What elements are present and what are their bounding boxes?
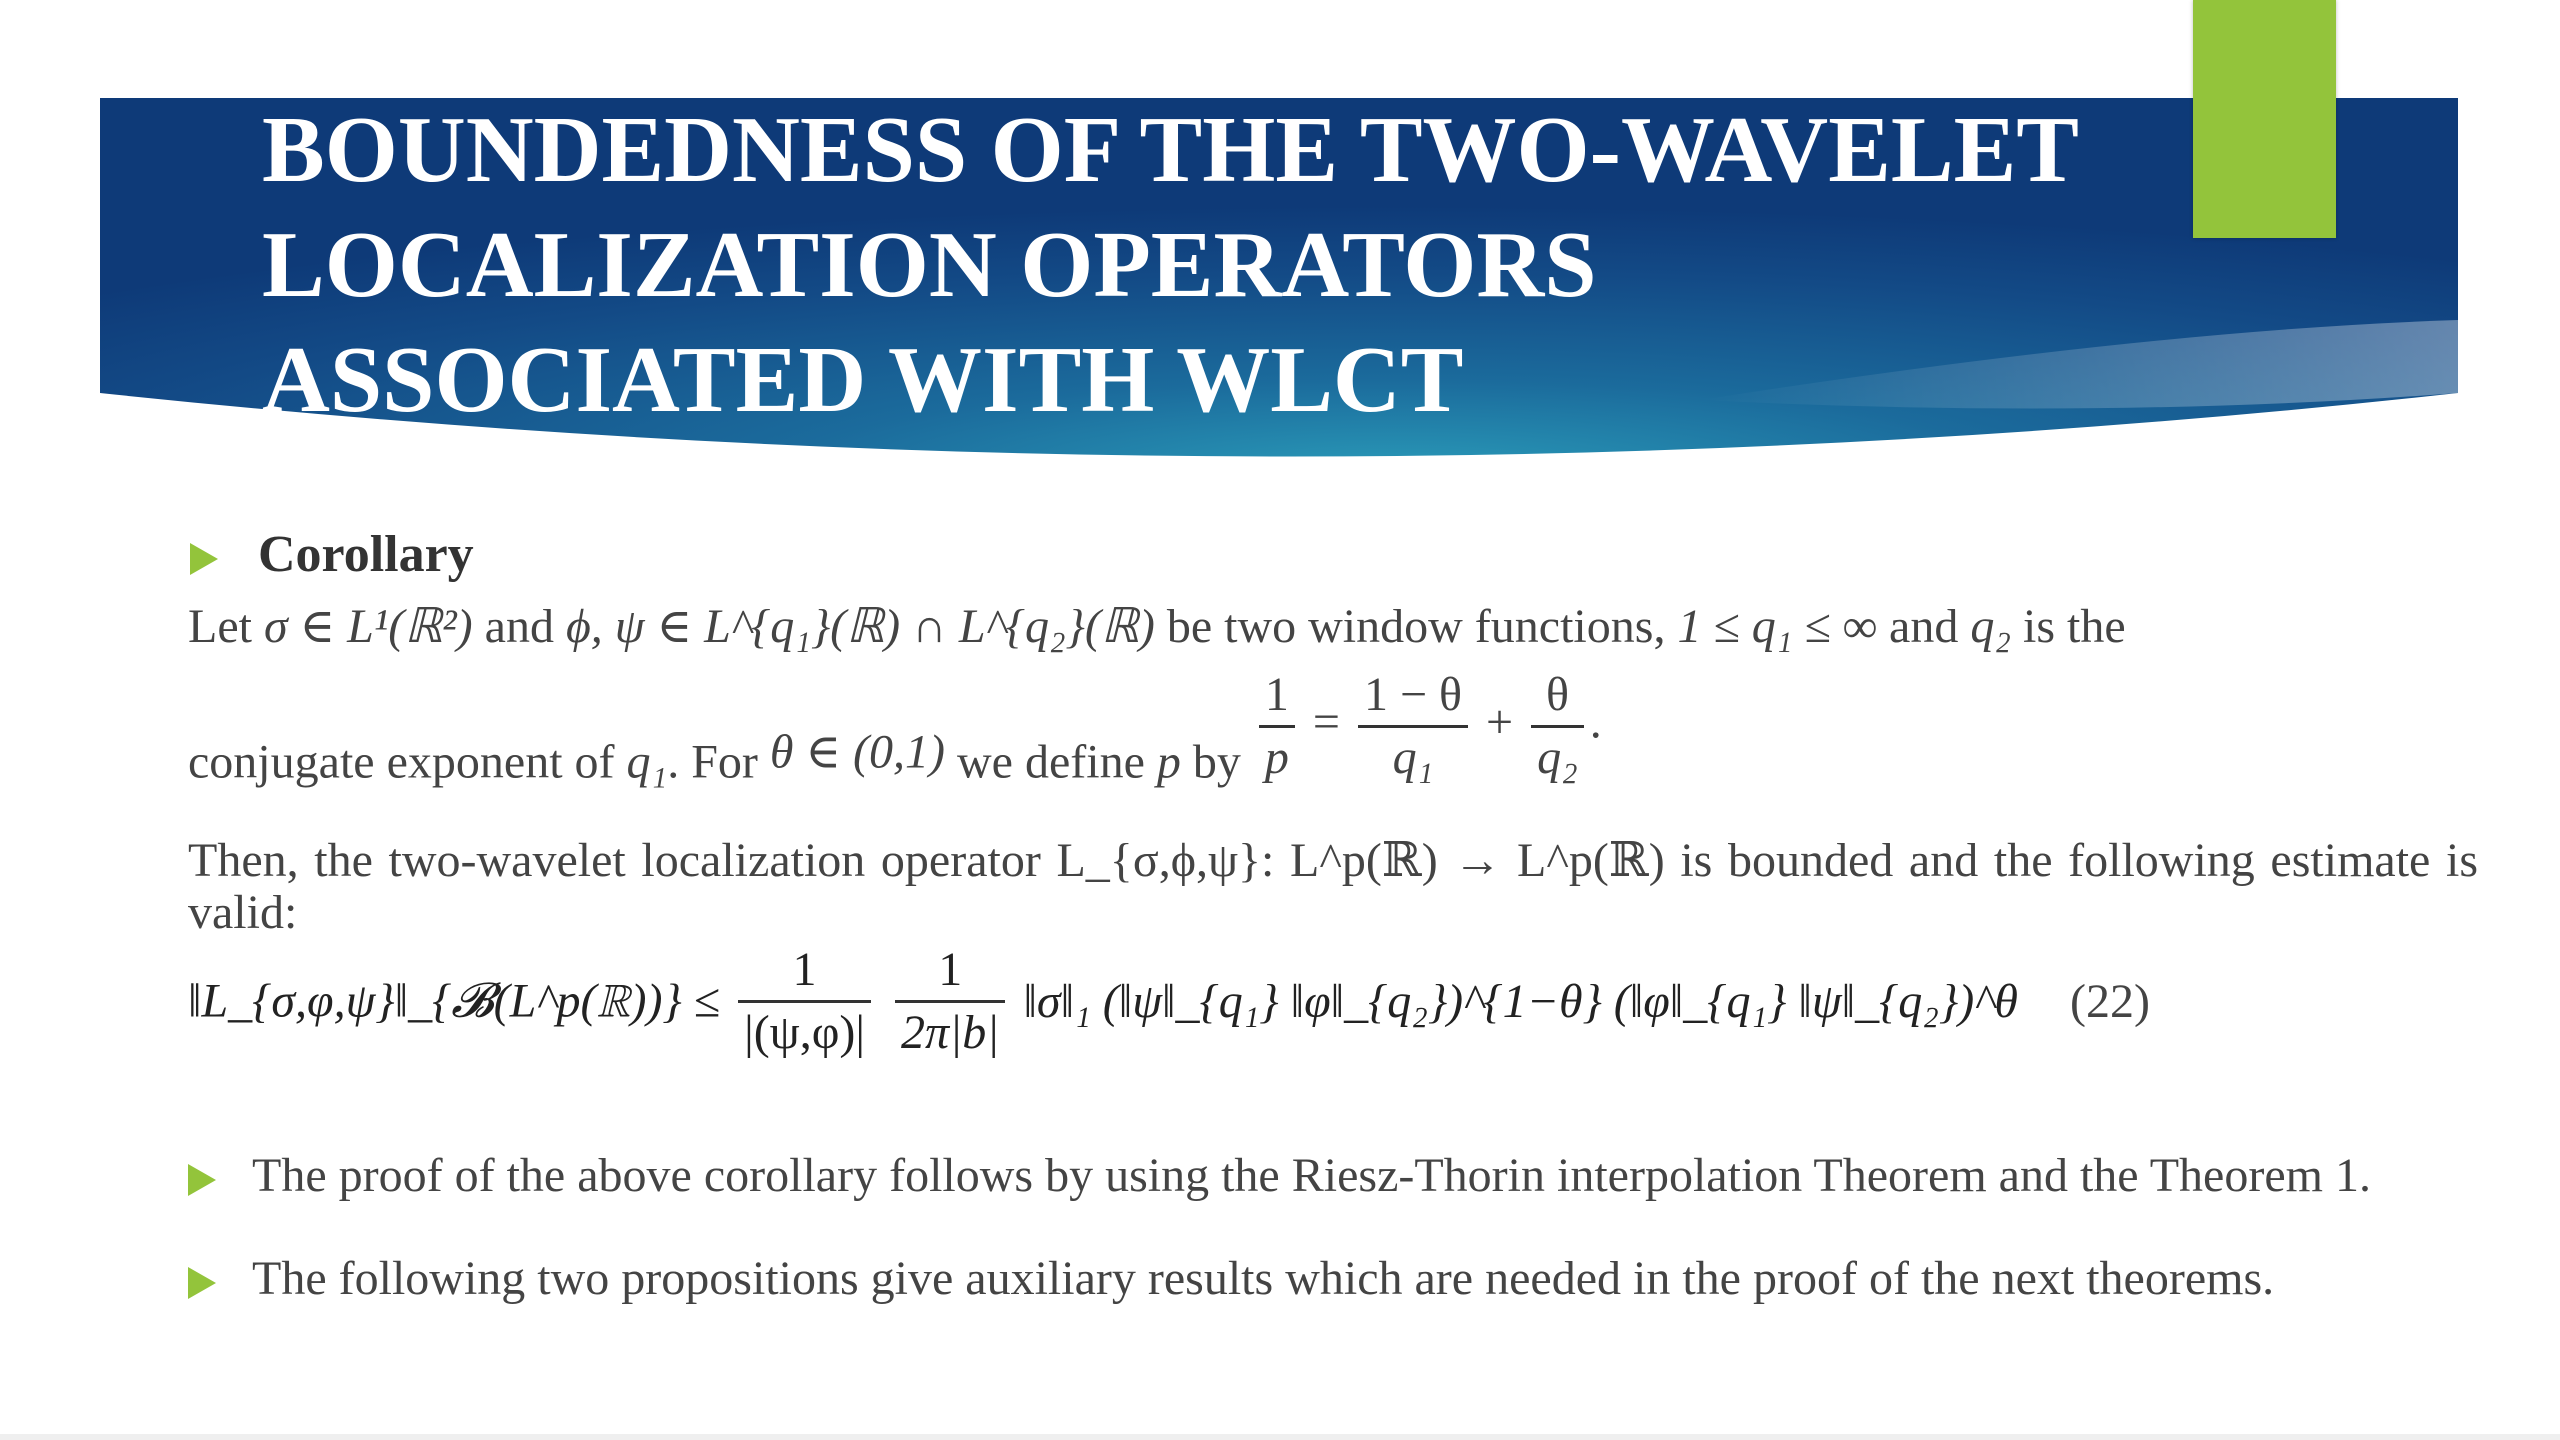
bullet-item-2 <box>188 1253 2478 1305</box>
math-q2: q₂ <box>1970 600 2012 653</box>
slide-title <box>262 93 2162 438</box>
heading-text: Corollary <box>258 526 474 583</box>
math-sigma: σ ∈ L¹(ℝ²) <box>263 600 473 653</box>
math-q1-range: 1 ≤ q₁ ≤ ∞ <box>1677 600 1878 653</box>
corollary-heading <box>190 525 474 584</box>
equals-sign: = <box>1312 695 1340 749</box>
text-let: Let <box>188 600 252 653</box>
formula-fraction-a <box>738 940 871 1063</box>
fraction-1-minus-theta-over-q1 <box>1358 665 1468 788</box>
text-window-functions: be two window functions, <box>1166 600 1666 653</box>
title-line-1: BOUNDEDNESS OF THE TWO-WAVELET <box>262 98 2079 202</box>
accent-tab <box>2193 0 2336 238</box>
bullet-item-1 <box>188 1150 2478 1202</box>
formula-lhs: ‖L_{σ,φ,ψ}‖_{𝓑(L^p(ℝ))} ≤ <box>188 974 721 1028</box>
frac-den: q₁ <box>1392 731 1434 784</box>
math-theta-range: θ ∈ (0,1) <box>769 725 945 779</box>
bottom-divider <box>0 1434 2560 1440</box>
title-line-3: ASSOCIATED WITH WLCT <box>262 328 1464 432</box>
text-conjugate: conjugate exponent of <box>188 735 615 789</box>
statement-line-2 <box>188 665 1602 790</box>
frac-den: p <box>1264 731 1289 784</box>
frac-den: 2π|b| <box>901 1006 1000 1059</box>
bullet-text: The proof of the above corollary follows by using the Riesz-Thorin interpolation Theorem and the Theorem 1. <box>252 1149 2371 1202</box>
math-q1: q₁ <box>626 735 668 789</box>
equation-number: (22) <box>2070 975 2150 1028</box>
plus-sign: + <box>1486 695 1514 749</box>
math-p: p <box>1156 735 1181 789</box>
frac-den: |(ψ,φ)| <box>744 1006 866 1059</box>
frac-num: 1 <box>738 940 871 1003</box>
frac-den: q₂ <box>1537 731 1578 784</box>
estimate-formula <box>188 940 2150 1063</box>
formula-fraction-b <box>895 940 1005 1063</box>
text-by: by <box>1192 735 1241 789</box>
frac-num: θ <box>1531 665 1584 728</box>
bullet-triangle-icon <box>188 1164 216 1196</box>
statement-line-1 <box>188 598 2126 654</box>
fraction-1-over-p <box>1259 665 1295 788</box>
text-for: . For <box>667 735 758 789</box>
period: . <box>1589 695 1602 749</box>
text-is-the: is the <box>2023 600 2126 653</box>
bullet-triangle-icon <box>190 543 218 575</box>
text-we-define: we define <box>956 735 1145 789</box>
frac-num: 1 <box>895 940 1005 1003</box>
text-and-2: and <box>1889 600 1959 653</box>
bullet-text: The following two propositions give auxiliary results which are needed in the proof of the next theorems. <box>252 1252 2275 1305</box>
statement-line-3: Then, the two-wavelet localization operator L_{σ,ϕ,ψ}: L^p(ℝ) → L^p(ℝ) is bounded and the following estimate is valid: <box>188 834 2478 939</box>
bullet-triangle-icon <box>188 1267 216 1299</box>
frac-num: 1 − θ <box>1358 665 1468 728</box>
fraction-theta-over-q2 <box>1531 665 1584 788</box>
text-and: and <box>484 600 554 653</box>
title-line-2: LOCALIZATION OPERATORS <box>262 213 1597 317</box>
formula-rhs: ‖σ‖₁ (‖ψ‖_{q₁} ‖φ‖_{q₂})^{1−θ} (‖φ‖_{q₁} ‖ψ‖_{q₂})^θ <box>1023 975 2018 1028</box>
frac-num: 1 <box>1259 665 1295 728</box>
math-phi-psi: ϕ, ψ ∈ L^{q₁}(ℝ) ∩ L^{q₂}(ℝ) <box>565 600 1155 653</box>
